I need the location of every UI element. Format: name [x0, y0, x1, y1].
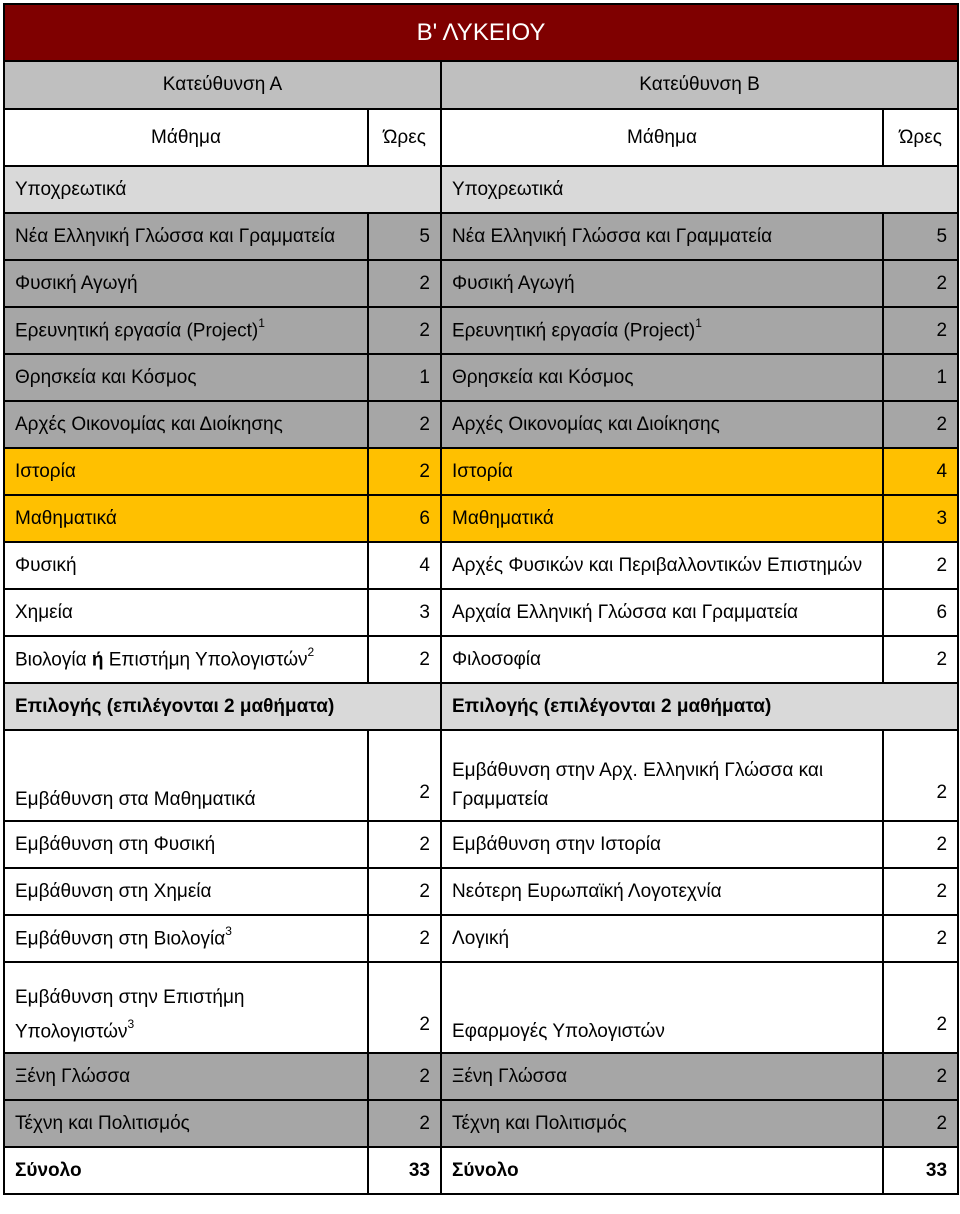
table-row [4, 1100, 958, 1147]
table-row [4, 636, 958, 683]
subject-cell-a: Ξένη Γλώσσα [4, 1053, 368, 1100]
subject-cell-a: Βιολογία ή Επιστήμη Υπολογιστών$^2$ [4, 636, 368, 683]
subject-cell-a: Μαθηματικά [4, 495, 368, 542]
total-label-b: Σύνολο [441, 1147, 883, 1194]
or-emphasis: ή [91, 649, 104, 671]
subject-cell-a: Εμβάθυνση στην Επιστήμη Υπολογιστών$^3$ [4, 962, 368, 1053]
direction-b-header: Κατεύθυνση Β [441, 61, 958, 109]
table-row [4, 821, 958, 868]
hours-cell-b: 2 [883, 1053, 958, 1100]
subject-cell-b: Τέχνη και Πολιτισμός [441, 1100, 883, 1147]
hours-header-b: Ώρες [883, 109, 958, 166]
curriculum-table [3, 3, 959, 1195]
total-row [4, 1147, 958, 1194]
subject-cell-b: Θρησκεία και Κόσμος [441, 354, 883, 401]
subject-cell-a: Νέα Ελληνική Γλώσσα και Γραμματεία [4, 213, 368, 260]
hours-cell-b: 6 [883, 589, 958, 636]
hours-cell-b: 5 [883, 213, 958, 260]
hours-header-a: Ώρες [368, 109, 441, 166]
mandatory-label-a: Υποχρεωτικά [4, 166, 441, 213]
footnote-marker: 2 [307, 645, 315, 660]
footnote-marker: 3 [225, 924, 232, 939]
subject-cell-a: Φυσική Αγωγή [4, 260, 368, 307]
subject-cell-a: Θρησκεία και Κόσμος [4, 354, 368, 401]
hours-cell-a: 4 [368, 542, 441, 589]
footnote-marker: 1 [258, 316, 265, 331]
hours-cell-b: 2 [883, 636, 958, 683]
hours-cell-a: 2 [368, 401, 441, 448]
hours-cell-b: 2 [883, 962, 958, 1053]
hours-cell-a: 2 [368, 636, 441, 683]
hours-cell-b: 2 [883, 260, 958, 307]
subject-header-b: Μάθημα [441, 109, 883, 166]
table-row [4, 495, 958, 542]
hours-cell-b: 1 [883, 354, 958, 401]
total-hours-a: 33 [368, 1147, 441, 1194]
table-row [4, 868, 958, 915]
hours-cell-b: 2 [883, 1100, 958, 1147]
hours-cell-b: 2 [883, 401, 958, 448]
subject-cell-b: Ιστορία [441, 448, 883, 495]
subject-cell-b: Νεότερη Ευρωπαϊκή Λογοτεχνία [441, 868, 883, 915]
hours-cell-a: 1 [368, 354, 441, 401]
total-label-a: Σύνολο [4, 1147, 368, 1194]
subject-cell-a: Τέχνη και Πολιτισμός [4, 1100, 368, 1147]
subject-cell-a: Χημεία [4, 589, 368, 636]
subject-cell-a: Εμβάθυνση στα Μαθηματικά [4, 730, 368, 821]
hours-cell-a: 2 [368, 1053, 441, 1100]
subject-cell-a: Φυσική [4, 542, 368, 589]
subject-cell-b: Νέα Ελληνική Γλώσσα και Γραμματεία [441, 213, 883, 260]
subject-cell-b: Ερευνητική εργασία (Project)$^1$ [441, 307, 883, 354]
total-hours-b: 33 [883, 1147, 958, 1194]
hours-cell-a: 2 [368, 962, 441, 1053]
table-row [4, 1053, 958, 1100]
elective-section-row [4, 683, 958, 730]
hours-cell-a: 2 [368, 1100, 441, 1147]
subject-cell-b: Μαθηματικά [441, 495, 883, 542]
table-row [4, 448, 958, 495]
hours-cell-b: 2 [883, 915, 958, 962]
hours-cell-a: 2 [368, 821, 441, 868]
hours-cell-b: 2 [883, 821, 958, 868]
subject-cell-b: Εφαρμογές Υπολογιστών [441, 962, 883, 1053]
hours-cell-a: 2 [368, 915, 441, 962]
subject-cell-a: Εμβάθυνση στη Χημεία [4, 868, 368, 915]
hours-cell-a: 2 [368, 448, 441, 495]
hours-cell-a: 6 [368, 495, 441, 542]
direction-a-header: Κατεύθυνση Α [4, 61, 441, 109]
table-row [4, 354, 958, 401]
hours-cell-b: 2 [883, 868, 958, 915]
table-row [4, 401, 958, 448]
table-row [4, 307, 958, 354]
subject-cell-a: Εμβάθυνση στη Φυσική [4, 821, 368, 868]
hours-cell-a: 2 [368, 307, 441, 354]
subject-cell-a: Αρχές Οικονομίας και Διοίκησης [4, 401, 368, 448]
hours-cell-a: 3 [368, 589, 441, 636]
subject-cell-b: Εμβάθυνση στην Ιστορία [441, 821, 883, 868]
table-row [4, 542, 958, 589]
hours-cell-b: 4 [883, 448, 958, 495]
subject-cell-b: Λογική [441, 915, 883, 962]
hours-cell-a: 2 [368, 730, 441, 821]
hours-cell-b: 2 [883, 307, 958, 354]
subject-cell-b: Ξένη Γλώσσα [441, 1053, 883, 1100]
table-row [4, 730, 958, 821]
subject-header-a: Μάθημα [4, 109, 368, 166]
subject-cell-b: Φυσική Αγωγή [441, 260, 883, 307]
hours-cell-b: 3 [883, 495, 958, 542]
table-row [4, 589, 958, 636]
hours-cell-a: 2 [368, 260, 441, 307]
subject-cell-b: Αρχές Οικονομίας και Διοίκησης [441, 401, 883, 448]
table-row [4, 260, 958, 307]
hours-cell-a: 2 [368, 868, 441, 915]
subject-cell-b: Αρχές Φυσικών και Περιβαλλοντικών Επιστημών [441, 542, 883, 589]
hours-cell-a: 5 [368, 213, 441, 260]
hours-cell-b: 2 [883, 730, 958, 821]
page-title: Β' ΛΥΚΕΙΟΥ [4, 4, 958, 61]
subject-cell-b: Εμβάθυνση στην Αρχ. Ελληνική Γλώσσα και Γραμματεία [441, 730, 883, 821]
subject-cell-a: Ιστορία [4, 448, 368, 495]
subject-cell-b: Αρχαία Ελληνική Γλώσσα και Γραμματεία [441, 589, 883, 636]
curriculum-body [4, 4, 958, 1194]
footnote-marker: 3 [127, 1016, 135, 1031]
elective-label-b: Επιλογής (επιλέγονται 2 μαθήματα) [441, 683, 958, 730]
footnote-marker: 1 [695, 316, 702, 331]
table-row [4, 213, 958, 260]
subject-cell-b: Φιλοσοφία [441, 636, 883, 683]
hours-cell-b: 2 [883, 542, 958, 589]
elective-label-a: Επιλογής (επιλέγονται 2 μαθήματα) [4, 683, 441, 730]
table-row [4, 915, 958, 962]
mandatory-label-b: Υποχρεωτικά [441, 166, 958, 213]
subject-cell-a: Ερευνητική εργασία (Project)$^1$ [4, 307, 368, 354]
table-row [4, 962, 958, 1053]
subject-cell-a: Εμβάθυνση στη Βιολογία$^3$ [4, 915, 368, 962]
